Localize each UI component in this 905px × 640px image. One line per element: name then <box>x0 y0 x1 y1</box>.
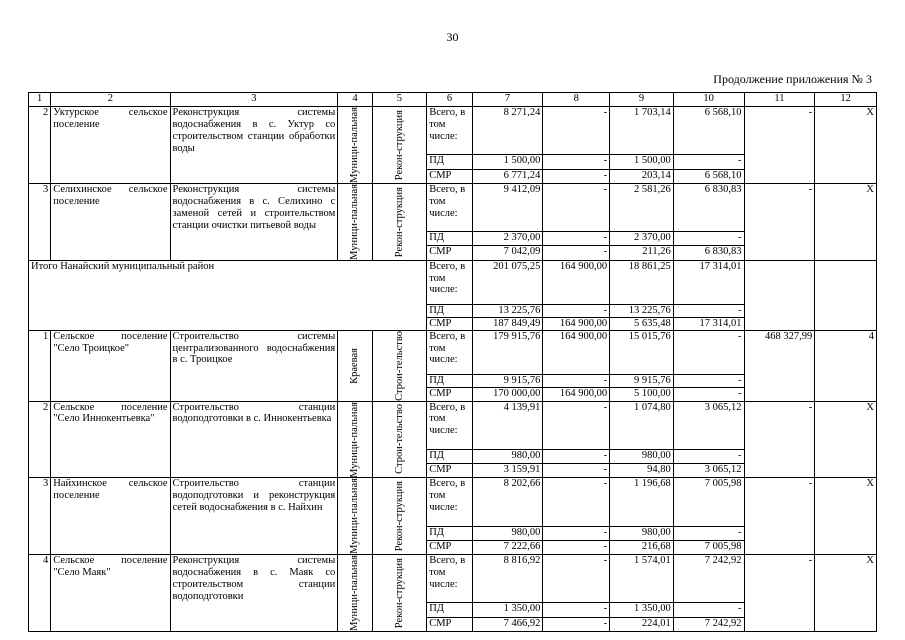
cost-category: ПД <box>427 526 472 540</box>
col11-value: - <box>744 401 815 478</box>
amount-cell: 6 568,10 <box>673 169 744 183</box>
header-cell: 6 <box>427 93 472 107</box>
ownership-type-text: Муници-пальная <box>349 555 361 631</box>
amount-cell: - <box>543 232 610 246</box>
amount-cell: 2 370,00 <box>472 232 543 246</box>
row-number: 3 <box>29 478 51 555</box>
cost-category: СМР <box>427 617 472 631</box>
col12-value: Х <box>815 183 877 260</box>
ownership-type <box>338 401 372 478</box>
col11-value: - <box>744 183 815 260</box>
cost-category: Всего, в том числе: <box>427 260 472 304</box>
amount-cell: - <box>543 169 610 183</box>
header-cell: 11 <box>744 93 815 107</box>
amount-cell: 18 861,25 <box>610 260 674 304</box>
cost-category: ПД <box>427 232 472 246</box>
amount-cell: 1 703,14 <box>610 107 674 155</box>
amount-cell: 2 581,26 <box>610 183 674 231</box>
amount-cell: - <box>543 246 610 260</box>
amount-cell: - <box>543 555 610 603</box>
settlement-name: Уктурское сельское поселение <box>51 107 170 184</box>
amount-cell: 7 242,92 <box>673 617 744 631</box>
amount-cell: - <box>543 540 610 554</box>
amount-cell: 6 568,10 <box>673 107 744 155</box>
settlement-name: Сельское поселение "Село Маяк" <box>51 555 170 632</box>
cost-category: Всего, в том числе: <box>427 555 472 603</box>
appendix-table <box>28 92 877 632</box>
amount-cell: 980,00 <box>472 526 543 540</box>
cost-category: ПД <box>427 304 472 317</box>
amount-cell: - <box>673 449 744 463</box>
cost-category: ПД <box>427 449 472 463</box>
amount-cell: - <box>543 183 610 231</box>
amount-cell: 1 350,00 <box>610 603 674 617</box>
amount-cell: 1 500,00 <box>610 155 674 169</box>
amount-cell: 6 830,83 <box>673 246 744 260</box>
header-cell: 2 <box>51 93 170 107</box>
amount-cell: 187 849,49 <box>472 317 543 330</box>
settlement-name: Сельское поселение "Село Троицкое" <box>51 330 170 401</box>
header-cell: 1 <box>29 93 51 107</box>
table-row <box>29 330 877 375</box>
continuation-caption: Продолжение приложения № 3 <box>713 72 872 86</box>
amount-cell: 7 466,92 <box>472 617 543 631</box>
cost-category: СМР <box>427 246 472 260</box>
amount-cell: - <box>673 304 744 317</box>
amount-cell: 1 574,01 <box>610 555 674 603</box>
amount-cell: 1 350,00 <box>472 603 543 617</box>
amount-cell: 224,01 <box>610 617 674 631</box>
work-type-text: Строи-тельство <box>393 404 405 475</box>
work-type-text: Строи-тельство <box>393 330 405 401</box>
total-label: Итого Нанайский муниципальный район <box>29 260 338 330</box>
amount-cell: 980,00 <box>610 449 674 463</box>
cost-category: СМР <box>427 317 472 330</box>
cost-category: Всего, в том числе: <box>427 183 472 231</box>
col12-value: Х <box>815 107 877 184</box>
table-row <box>29 401 877 449</box>
cost-category: Всего, в том числе: <box>427 107 472 155</box>
amount-cell: 6 771,24 <box>472 169 543 183</box>
row-number: 4 <box>29 555 51 632</box>
amount-cell: - <box>543 617 610 631</box>
ownership-type-text: Муници-пальная <box>349 183 361 260</box>
amount-cell: 2 370,00 <box>610 232 674 246</box>
project-description: Строительство станции водоподготовки в с. Иннокентьевка <box>170 401 338 478</box>
header-cell: 4 <box>338 93 372 107</box>
amount-cell: 7 042,09 <box>472 246 543 260</box>
row-number: 3 <box>29 183 51 260</box>
amount-cell: 211,26 <box>610 246 674 260</box>
amount-cell: - <box>543 464 610 478</box>
work-type <box>372 107 427 184</box>
ownership-type-text: Краевая <box>349 347 361 384</box>
amount-cell: 9 915,76 <box>610 375 674 388</box>
header-cell: 10 <box>673 93 744 107</box>
amount-cell: 216,68 <box>610 540 674 554</box>
amount-cell: 179 915,76 <box>472 330 543 375</box>
amount-cell: - <box>543 478 610 526</box>
ownership-type <box>338 555 372 632</box>
col12-value: Х <box>815 478 877 555</box>
amount-cell: - <box>673 388 744 401</box>
cost-category: Всего, в том числе: <box>427 401 472 449</box>
work-type-text: Рекон-струкция <box>393 481 405 552</box>
header-cell: 8 <box>543 93 610 107</box>
col12-value: Х <box>815 401 877 478</box>
amount-cell: 3 159,91 <box>472 464 543 478</box>
ownership-type-text: Муници-пальная <box>349 107 361 183</box>
amount-cell: 164 900,00 <box>543 317 610 330</box>
amount-cell: 5 635,48 <box>610 317 674 330</box>
col11-value: 468 327,99 <box>744 330 815 401</box>
empty-cell <box>372 260 427 330</box>
amount-cell: 7 005,98 <box>673 540 744 554</box>
amount-cell: 164 900,00 <box>543 330 610 375</box>
work-type-text: Рекон-струкция <box>393 557 405 629</box>
amount-cell: 3 065,12 <box>673 464 744 478</box>
work-type <box>372 330 427 401</box>
col12-value: 4 <box>815 330 877 401</box>
amount-cell: 8 816,92 <box>472 555 543 603</box>
table-row <box>29 183 877 231</box>
amount-cell: 8 202,66 <box>472 478 543 526</box>
work-type <box>372 183 427 260</box>
header-cell: 5 <box>372 93 427 107</box>
amount-cell: - <box>673 330 744 375</box>
page-number: 30 <box>446 30 459 44</box>
amount-cell: 7 005,98 <box>673 478 744 526</box>
amount-cell: 15 015,76 <box>610 330 674 375</box>
empty-cell <box>744 260 815 330</box>
amount-cell: 201 075,25 <box>472 260 543 304</box>
amount-cell: - <box>673 232 744 246</box>
table-row <box>29 478 877 526</box>
row-number: 2 <box>29 401 51 478</box>
cost-category: СМР <box>427 169 472 183</box>
amount-cell: 94,80 <box>610 464 674 478</box>
cost-category: Всего, в том числе: <box>427 330 472 375</box>
cost-category: ПД <box>427 603 472 617</box>
row-number: 2 <box>29 107 51 184</box>
amount-cell: - <box>543 526 610 540</box>
col11-value: - <box>744 478 815 555</box>
amount-cell: 17 314,01 <box>673 317 744 330</box>
project-description: Реконструкция системы водоснабжения в с. Селихино с заменой сетей и строительством станции очистки питьевой воды <box>170 183 338 260</box>
ownership-type <box>338 478 372 555</box>
header-row <box>29 93 877 107</box>
amount-cell: 7 222,66 <box>472 540 543 554</box>
empty-cell <box>338 260 372 330</box>
amount-cell: 5 100,00 <box>610 388 674 401</box>
header-cell: 7 <box>472 93 543 107</box>
work-type <box>372 555 427 632</box>
ownership-type-text: Муници-пальная <box>349 478 361 555</box>
amount-cell: - <box>543 401 610 449</box>
amount-cell: - <box>543 375 610 388</box>
settlement-name: Селихинское сельское поселение <box>51 183 170 260</box>
amount-cell: 1 196,68 <box>610 478 674 526</box>
amount-cell: 1 074,80 <box>610 401 674 449</box>
amount-cell: 9 915,76 <box>472 375 543 388</box>
amount-cell: 7 242,92 <box>673 555 744 603</box>
total-row <box>29 260 877 304</box>
amount-cell: 8 271,24 <box>472 107 543 155</box>
project-description: Реконструкция системы водоснабжения в с. Маяк со строительством станции водоподготовки <box>170 555 338 632</box>
header-cell: 3 <box>170 93 338 107</box>
amount-cell: 4 139,91 <box>472 401 543 449</box>
work-type <box>372 401 427 478</box>
table-row <box>29 555 877 603</box>
amount-cell: - <box>543 603 610 617</box>
project-description: Реконструкция системы водоснабжения в с. Уктур со строительством станции обработки воды <box>170 107 338 184</box>
work-type-text: Рекон-струкция <box>393 186 405 257</box>
row-number: 1 <box>29 330 51 401</box>
cost-category: Всего, в том числе: <box>427 478 472 526</box>
ownership-type-text: Муници-пальная <box>349 401 361 478</box>
amount-cell: - <box>673 375 744 388</box>
amount-cell: 1 500,00 <box>472 155 543 169</box>
col11-value: - <box>744 107 815 184</box>
amount-cell: 980,00 <box>472 449 543 463</box>
ownership-type <box>338 330 372 401</box>
amount-cell: 170 000,00 <box>472 388 543 401</box>
settlement-name: Найхинское сельское поселение <box>51 478 170 555</box>
project-description: Строительство системы централизованного водоснабжения в с. Троицкое <box>170 330 338 401</box>
amount-cell: - <box>673 603 744 617</box>
amount-cell: - <box>673 526 744 540</box>
amount-cell: 164 900,00 <box>543 260 610 304</box>
amount-cell: - <box>543 155 610 169</box>
amount-cell: - <box>673 155 744 169</box>
table-row <box>29 107 877 155</box>
amount-cell: 980,00 <box>610 526 674 540</box>
amount-cell: - <box>543 304 610 317</box>
cost-category: СМР <box>427 540 472 554</box>
cost-category: ПД <box>427 375 472 388</box>
work-type <box>372 478 427 555</box>
header-cell: 12 <box>815 93 877 107</box>
cost-category: ПД <box>427 155 472 169</box>
ownership-type <box>338 183 372 260</box>
amount-cell: - <box>543 107 610 155</box>
amount-cell: 203,14 <box>610 169 674 183</box>
ownership-type <box>338 107 372 184</box>
amount-cell: 164 900,00 <box>543 388 610 401</box>
amount-cell: 3 065,12 <box>673 401 744 449</box>
amount-cell: 6 830,83 <box>673 183 744 231</box>
empty-cell <box>815 260 877 330</box>
cost-category: СМР <box>427 388 472 401</box>
amount-cell: 13 225,76 <box>472 304 543 317</box>
settlement-name: Сельское поселение "Село Иннокентьевка" <box>51 401 170 478</box>
amount-cell: - <box>543 449 610 463</box>
amount-cell: 9 412,09 <box>472 183 543 231</box>
cost-category: СМР <box>427 464 472 478</box>
work-type-text: Рекон-струкция <box>393 109 405 181</box>
col12-value: Х <box>815 555 877 632</box>
amount-cell: 13 225,76 <box>610 304 674 317</box>
project-description: Строительство станции водоподготовки и реконструкция сетей водоснабжения в с. Найхин <box>170 478 338 555</box>
header-cell: 9 <box>610 93 674 107</box>
amount-cell: 17 314,01 <box>673 260 744 304</box>
col11-value: - <box>744 555 815 632</box>
